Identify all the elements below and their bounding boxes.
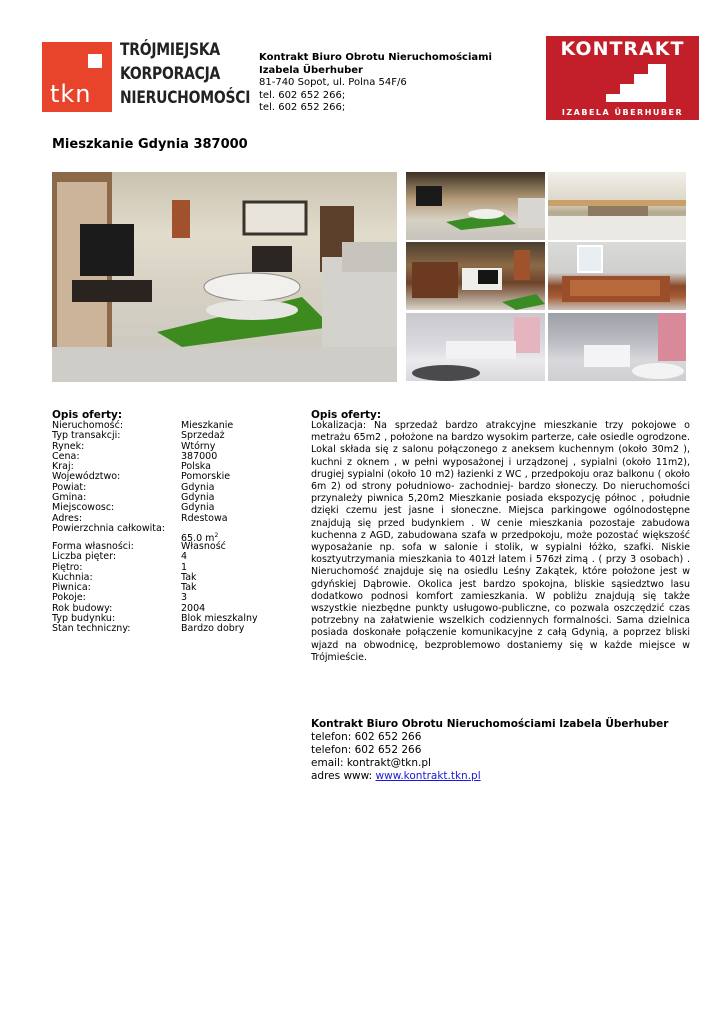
company-phone: tel. 602 652 266;: [259, 89, 346, 101]
detail-label: Województwo:: [52, 471, 121, 483]
tkn-logo: [42, 42, 112, 112]
open-space-thumbnail-image: [548, 172, 686, 240]
detail-row: [52, 503, 291, 513]
detail-label: Typ budynku:: [52, 613, 116, 625]
detail-row: [52, 472, 291, 482]
company-address: 81-740 Sopot, ul. Polna 54F/6: [259, 77, 407, 88]
detail-value: Blok mieszkalny: [181, 613, 258, 625]
detail-value: 1: [181, 561, 188, 573]
detail-label: Nieruchomość:: [52, 420, 124, 431]
logo-name-line: NIERUCHOMOŚCI: [120, 88, 251, 108]
detail-label: Piętro:: [52, 561, 83, 573]
logo-company-name: [120, 38, 250, 110]
detail-value: Rdestowa: [181, 512, 228, 524]
thumbnail-photo[interactable]: [406, 172, 545, 240]
company-name: Kontrakt Biuro Obrotu Nieruchomościami Izabela Überhuber: [259, 52, 492, 76]
detail-label: Adres:: [52, 512, 83, 524]
bedroom-thumbnail-image: [548, 242, 686, 310]
detail-value: Tak: [181, 582, 197, 594]
contact-block: [311, 718, 668, 783]
contact-phone: telefon: 602 652 266: [311, 744, 422, 756]
detail-value: Tak: [181, 571, 197, 583]
kontrakt-logo-subtitle: IZABELA ÜBERHUBER: [561, 108, 684, 117]
detail-value: 4: [181, 551, 188, 563]
detail-value: 3: [181, 592, 188, 604]
detail-value: 2004: [181, 602, 206, 614]
detail-label: Rynek:: [52, 440, 85, 452]
contact-www: [311, 770, 668, 783]
detail-label: Powierzchnia całkowita:: [52, 522, 165, 534]
website-link[interactable]: www.kontrakt.tkn.pl: [375, 770, 481, 782]
room-thumbnail-image: [548, 313, 686, 381]
company-info: [259, 52, 534, 115]
contact-www-label: adres www:: [311, 770, 376, 782]
detail-row: [52, 452, 291, 462]
detail-value: Bardzo dobry: [181, 623, 245, 635]
detail-label: Forma własności:: [52, 540, 134, 552]
detail-label: Liczba pięter:: [52, 551, 117, 563]
detail-label: Stan techniczny:: [52, 623, 131, 635]
company-phone: tel. 602 652 266;: [259, 102, 346, 113]
page-title: Mieszkanie Gdynia 387000: [52, 137, 248, 152]
detail-row: [52, 552, 291, 562]
kitchen-thumbnail-image: [406, 242, 545, 310]
detail-row: [52, 522, 291, 545]
detail-value: Pomorskie: [181, 471, 231, 483]
detail-label: Cena:: [52, 450, 80, 462]
detail-label: Typ transakcji:: [52, 430, 121, 442]
thumbnail-photo[interactable]: [406, 242, 545, 310]
logo-name-line: TRÓJMIEJSKA: [120, 40, 220, 60]
detail-label: Kraj:: [52, 461, 74, 473]
area-unit-exponent: 2: [214, 531, 219, 539]
detail-row: [52, 483, 291, 493]
kontrakt-logo-title: KONTRAKT: [560, 38, 685, 60]
detail-label: Pokoje:: [52, 592, 86, 604]
detail-value: Gdynia: [181, 481, 215, 493]
detail-value: [181, 524, 291, 545]
detail-label: Rok budowy:: [52, 602, 113, 614]
main-photo[interactable]: [52, 172, 397, 382]
contact-name: Kontrakt Biuro Obrotu Nieruchomościami Izabela Überhuber: [311, 718, 669, 730]
thumbnail-photo[interactable]: [548, 313, 686, 381]
details-table: [52, 421, 291, 635]
logo-square-icon: [88, 54, 102, 68]
detail-value: Własność: [181, 540, 226, 552]
logo-name-line: KORPORACJA: [120, 64, 221, 84]
detail-label: Miejscowosc:: [52, 502, 115, 514]
detail-value: Gdynia: [181, 492, 215, 504]
living-room-thumbnail-image: [406, 172, 545, 240]
detail-value: Wtórny: [181, 440, 216, 452]
detail-label: Kuchnia:: [52, 571, 93, 583]
detail-row: [52, 442, 291, 452]
contact-email: email: kontrakt@tkn.pl: [311, 757, 431, 769]
logo-letters: tkn: [50, 80, 92, 108]
detail-value: Polska: [181, 461, 211, 473]
living-room-image: [52, 172, 397, 382]
detail-label: Piwnica:: [52, 582, 91, 594]
detail-label: Gmina:: [52, 492, 87, 504]
kids-room-thumbnail-image: [406, 313, 545, 381]
detail-value: Gdynia: [181, 502, 215, 514]
detail-label: Powiat:: [52, 481, 87, 493]
detail-row: [52, 431, 291, 441]
detail-value: Sprzedaż: [181, 430, 225, 442]
detail-row: [52, 583, 291, 593]
details-heading: Opis oferty:: [52, 409, 123, 421]
thumbnail-photo[interactable]: [548, 242, 686, 310]
stairs-icon: [606, 64, 666, 102]
detail-value: 387000: [181, 450, 218, 462]
description-text: Lokalizacja: Na sprzedaż bardzo atrakcyjne mieszkanie trzy pokojowe o metrażu 65m2 , położone na bardzo wysokim parterze, całe osiedle ogrodzone. Lokal składa się z salonu połączonego z aneksem kuchennym (około 30m2 ), kuchni z oknem , w pełni wyposażonej i urządzonej , sypialni (około 11m2), drugiej sypialni (około 10 m2) łazienki z WC , przedpokoju oraz balkonu ( około 6m 2) od strony południowo- zachodniej- bardzo słoneczy. Do nieruchomości przynależy piwnica 5,20m2 Mieszkanie posiada ekspozycję północ , południe dzięki czemu jest jasne i słoneczne. Miejsca parkingowe ogólnodostępne znajdują się przed budynkiem . W cenie mieszkania pozostaje zabudowa kuchenna z AGD, zabudowana szafa w przedpokoju, może pozostać większość wyposażanie np. sofa w salonie i stolik, w sypialni łóżko, szafki. Niskie kosztyutrzymania mieszkania to 401zł latem i 576zł zimą . ( przy 3 osobach) . Nieruchomość znajduje się na osiedlu Leśny Zakątek, które położone jest w gdyńskiej Dąbrowie. Okolica jest bardzo spokojna, bliskie sąsiedztwo lasu dodatkowo podnosi komfort zamieszkania. W pobliżu znajdują się także wszystkie niezbędne punkty usługowo-publiczne, co pozwala oszczędzić czas potrzebny na załatwienie wszelkich codziennych formalności. Sama dzielnica posiada doskonałe połączenie komunikacyjne z całą Gdynią, a poprzez bliski wjazd na obwodnicę, bezproblemowo dostaniemy się w każde miejsce w Trójmieście.: [311, 420, 690, 663]
area-value: 65.0 m: [181, 533, 215, 545]
description-heading: Opis oferty:: [311, 409, 382, 421]
detail-row: [52, 624, 291, 634]
thumbnail-photo[interactable]: [548, 172, 686, 240]
kontrakt-logo: [546, 36, 699, 120]
thumbnail-photo[interactable]: [406, 313, 545, 381]
detail-value: Mieszkanie: [181, 420, 234, 431]
contact-phone: telefon: 602 652 266: [311, 731, 422, 743]
